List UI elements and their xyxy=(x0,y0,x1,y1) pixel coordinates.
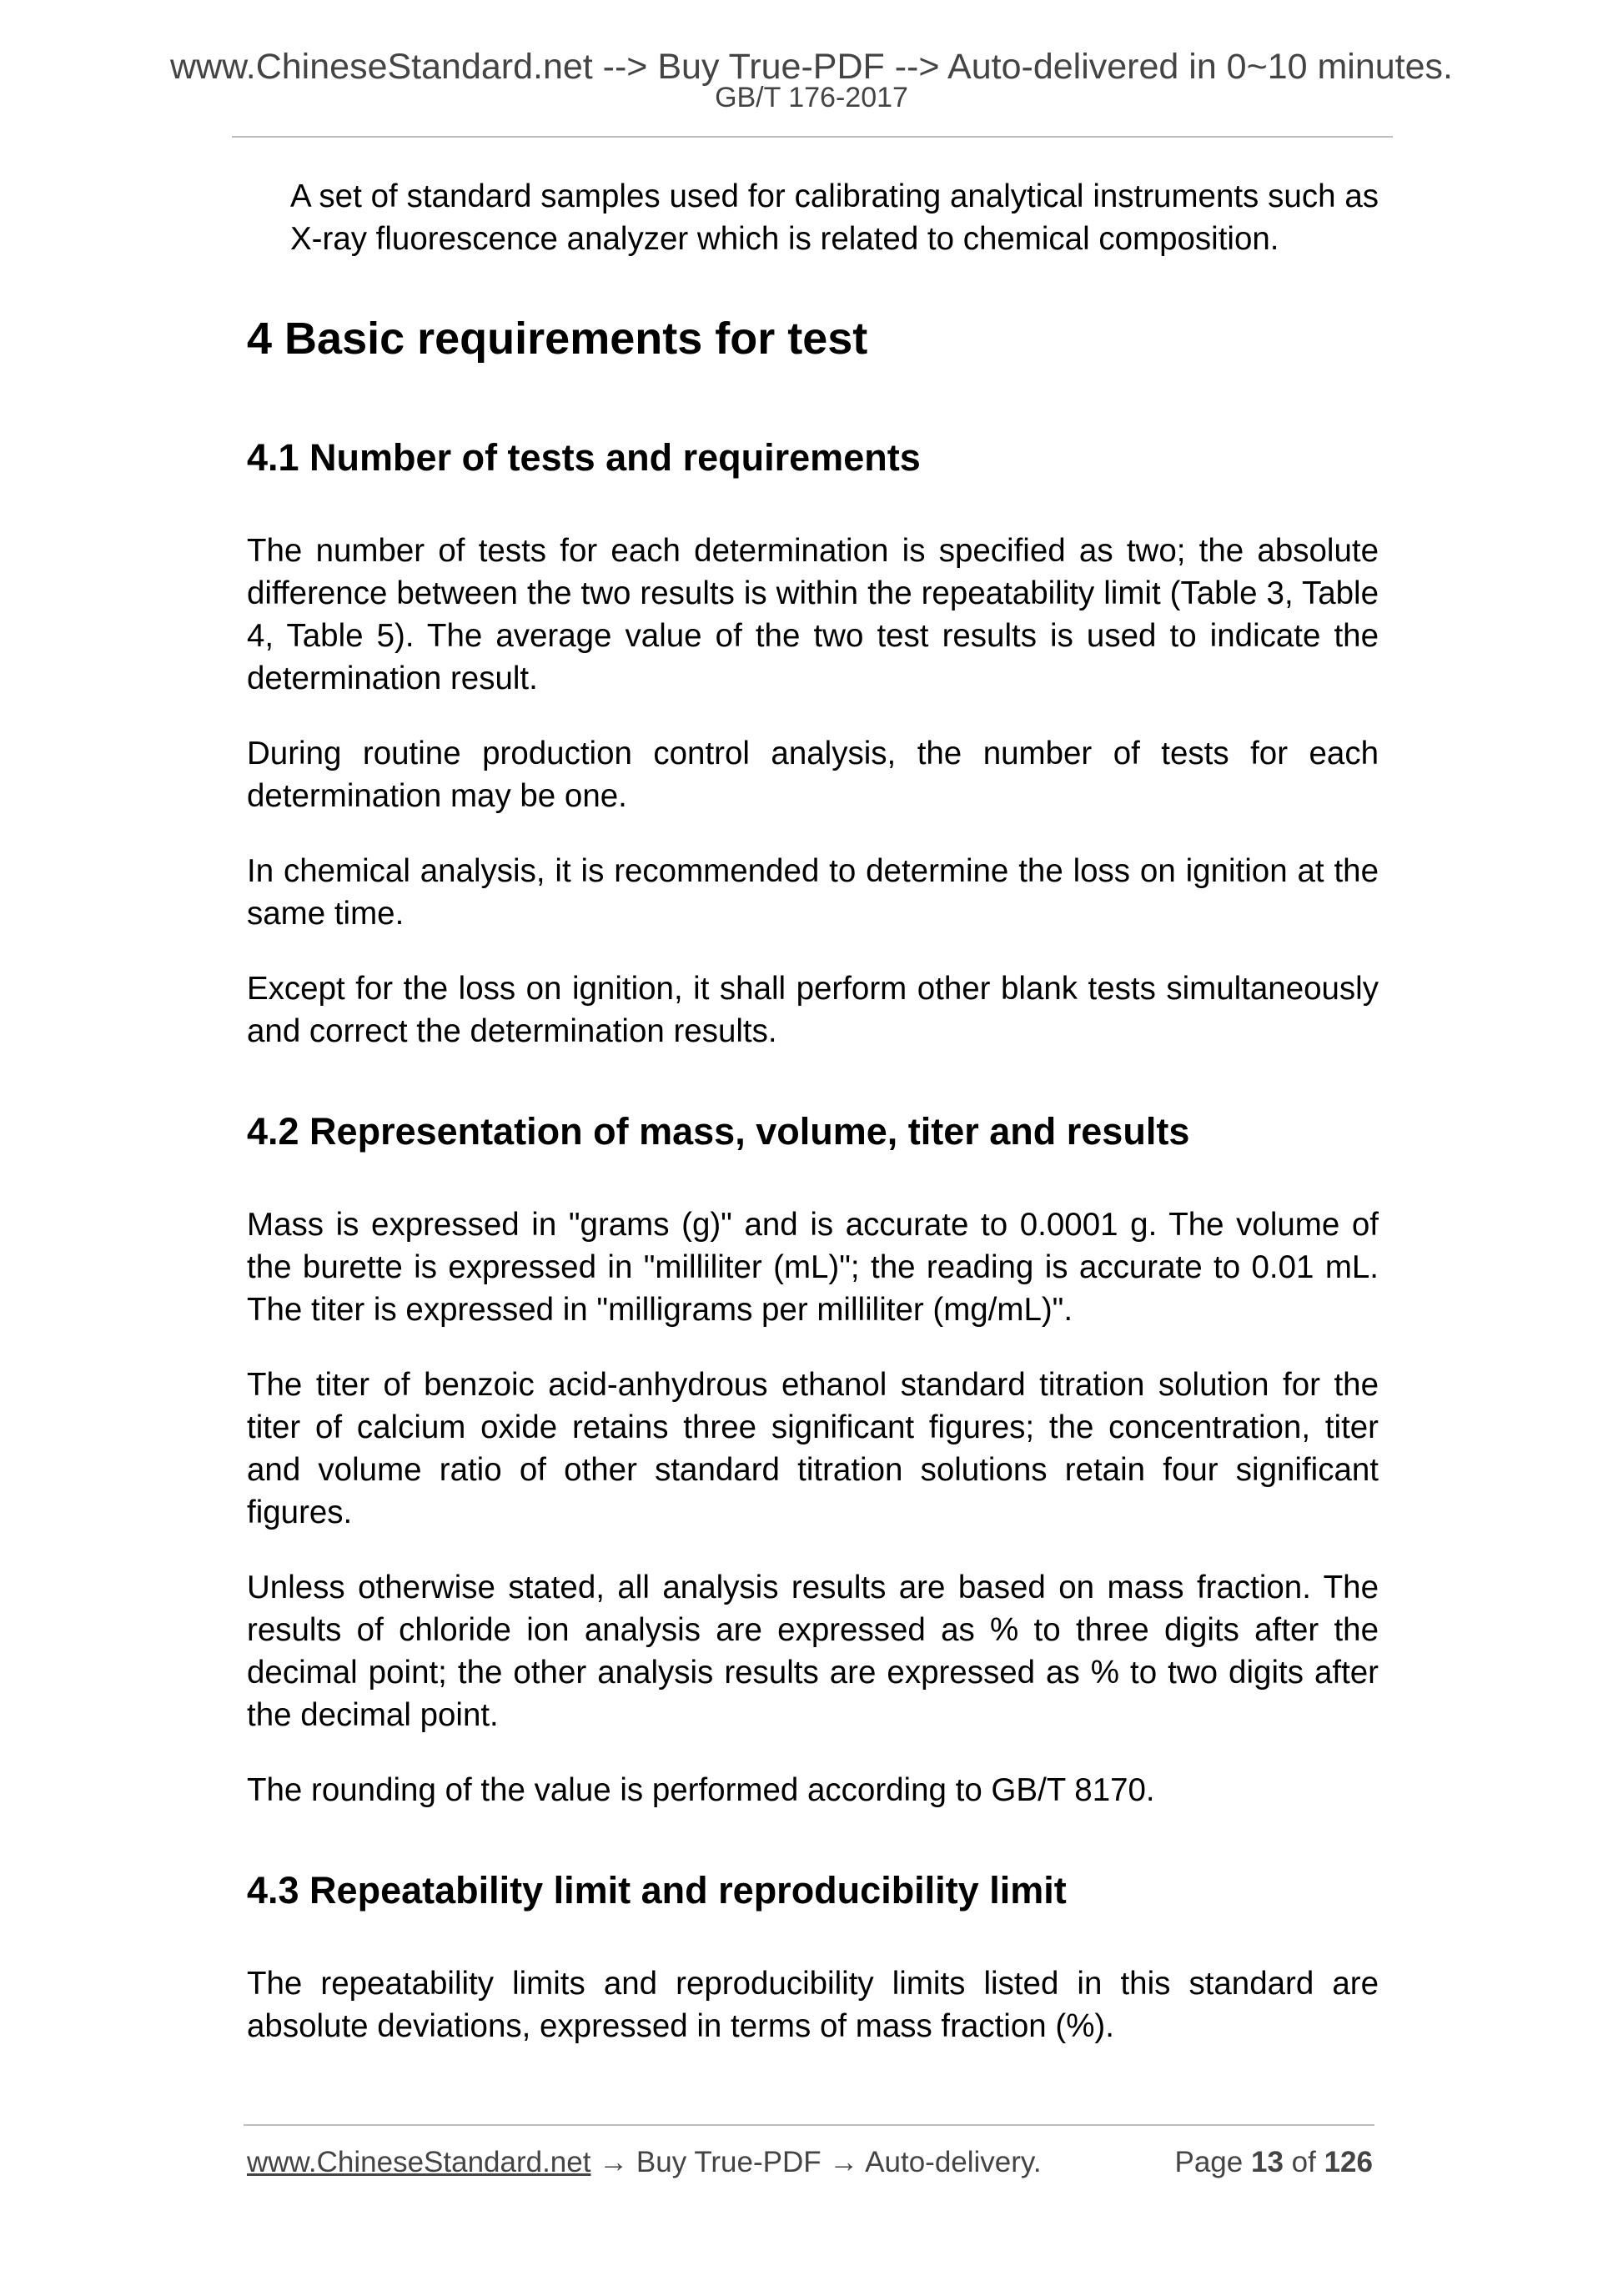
section-4-1-paragraph-4: Except for the loss on ignition, it shall perform other blank tests simultaneously and correct the determination results. xyxy=(247,971,1379,1049)
page-footer xyxy=(247,2143,1373,2182)
site-banner: www.ChineseStandard.net --> Buy True-PDF --> Auto-delivered in 0~10 minutes. xyxy=(169,47,1453,87)
section-4-3-paragraph-1: The repeatability limits and reproducibility limits listed in this standard are absolute deviations, expressed in terms of mass fraction (%). xyxy=(247,1966,1379,2044)
section-4-2-paragraph-1: Mass is expressed in "grams (g)" and is accurate to 0.0001 g. The volume of the burette is expressed in "milliliter (mL)"; the reading is accurate to 0.01 mL. The titer is expressed in "milligrams per milliliter (mg/mL)". xyxy=(247,1207,1379,1328)
section-4-1-paragraph-3: In chemical analysis, it is recommended to determine the loss on ignition at the same time. xyxy=(247,853,1379,932)
page-total: 126 xyxy=(1324,2146,1373,2178)
standard-code: GB/T 176-2017 xyxy=(715,82,908,113)
intro-paragraph: A set of standard samples used for calibrating analytical instruments such as X-ray fluorescence analyzer which is related to chemical composition. xyxy=(290,178,1379,257)
footer-site-link[interactable]: www.ChineseStandard.net xyxy=(247,2146,591,2178)
section-4-1-heading: 4.1 Number of tests and requirements xyxy=(247,436,921,479)
page-current: 13 xyxy=(1250,2146,1284,2178)
section-4-3-heading: 4.3 Repeatability limit and reproducibility limit xyxy=(247,1869,1067,1912)
section-4-heading: 4 Basic requirements for test xyxy=(247,314,868,364)
section-4-2-paragraph-3: Unless otherwise stated, all analysis results are based on mass fraction. The results of chloride ion analysis are expressed as % to three digits after the decimal point; the other analysis results are expressed as % to two digits after the decimal point. xyxy=(247,1570,1379,1733)
page-indicator xyxy=(1175,2143,1374,2182)
section-4-1-paragraph-2: During routine production control analysis, the number of tests for each determination may be one. xyxy=(247,736,1379,814)
page-of: of xyxy=(1291,2146,1316,2178)
section-4-2-paragraph-4: The rounding of the value is performed according to GB/T 8170. xyxy=(247,1772,1155,1808)
footer-nav-text: → Buy True-PDF → Auto-delivery. xyxy=(590,2146,1042,2178)
page-label: Page xyxy=(1174,2146,1244,2178)
document-body xyxy=(247,175,1379,2047)
section-4-1-paragraph-1: The number of tests for each determination is specified as two; the absolute difference between the two results is within the repeatability limit (Table 3, Table 4, Table 5). The average value of the two test results is used to indicate the determination result. xyxy=(247,533,1379,696)
footer-divider xyxy=(244,2124,1374,2126)
header-divider xyxy=(232,136,1393,138)
section-4-2-heading: 4.2 Representation of mass, volume, titer and results xyxy=(247,1110,1190,1153)
section-4-2-paragraph-2: The titer of benzoic acid-anhydrous ethanol standard titration solution for the titer of calcium oxide retains three significant figures; the concentration, titer and volume ratio of other standard titration solutions retain four significant figures. xyxy=(247,1367,1379,1530)
